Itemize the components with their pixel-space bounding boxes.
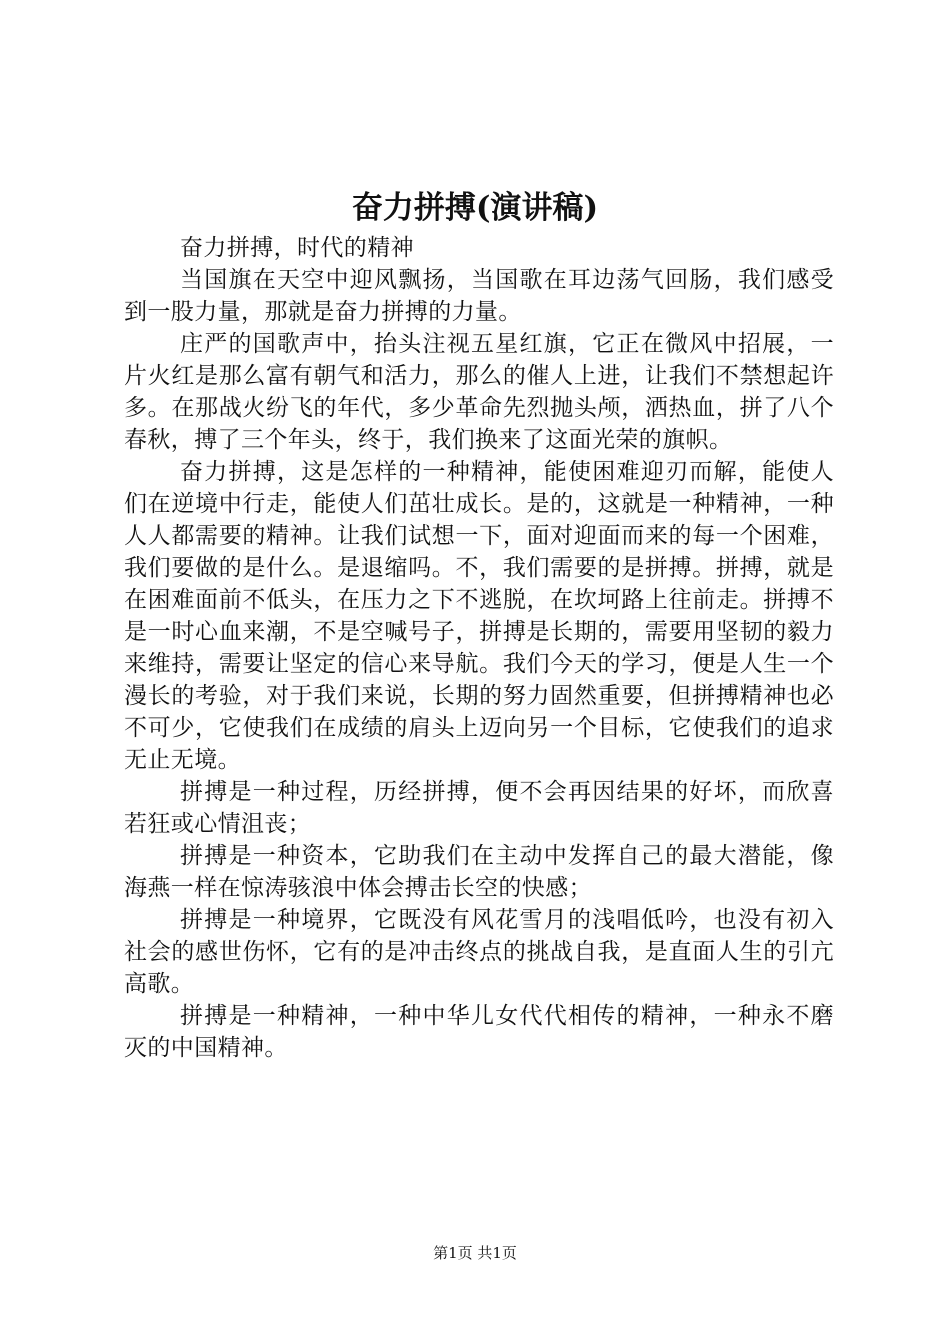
document-title: 奋力拼搏(演讲稿) xyxy=(351,190,599,226)
document-body xyxy=(124,232,834,1064)
paragraph: 拼搏是一种过程，历经拼搏，便不会再因结果的好坏，而欣喜若狂或心情沮丧； xyxy=(124,779,834,837)
paragraph: 拼搏是一种精神，一种中华儿女代代相传的精神，一种永不磨灭的中国精神。 xyxy=(124,1003,834,1061)
paragraph: 奋力拼搏，时代的精神 xyxy=(180,235,414,261)
paragraph: 拼搏是一种境界，它既没有风花雪月的浅唱低吟，也没有初入社会的感世伤怀，它有的是冲击终点的挑战自我，是直面人生的引亢高歌。 xyxy=(124,907,834,997)
paragraph: 拼搏是一种资本，它助我们在主动中发挥自己的最大潜能，像海燕一样在惊涛骇浪中体会搏击长空的快感； xyxy=(124,843,834,901)
page-footer: 第1页 共1页 xyxy=(433,1244,517,1262)
paragraph: 庄严的国歌声中，抬头注视五星红旗，它正在微风中招展，一片火红是那么富有朝气和活力，那么的催人上进，让我们不禁想起许多。在那战火纷飞的年代，多少革命先烈抛头颅，洒热血，拼了八个春秋，搏了三个年头，终于，我们换来了这面光荣的旗帜。 xyxy=(124,331,834,453)
paragraph: 奋力拼搏，这是怎样的一种精神，能使困难迎刃而解，能使人们在逆境中行走，能使人们茁壮成长。是的，这就是一种精神，一种人人都需要的精神。让我们试想一下，面对迎面而来的每一个困难，我们要做的是什么。是退缩吗。不，我们需要的是拼搏。拼搏，就是在困难面前不低头，在压力之下不逃脱，在坎坷路上往前走。拼搏不是一时心血来潮，不是空喊号子，拼搏是长期的，需要用坚韧的毅力来维持，需要让坚定的信心来导航。我们今天的学习，便是人生一个漫长的考验，对于我们来说，长期的努力固然重要，但拼搏精神也必不可少，它使我们在成绩的肩头上迈向另一个目标，它使我们的追求无止无境。 xyxy=(124,459,834,773)
paragraph: 当国旗在天空中迎风飘扬，当国歌在耳边荡气回肠，我们感受到一股力量，那就是奋力拼搏的力量。 xyxy=(124,267,834,325)
